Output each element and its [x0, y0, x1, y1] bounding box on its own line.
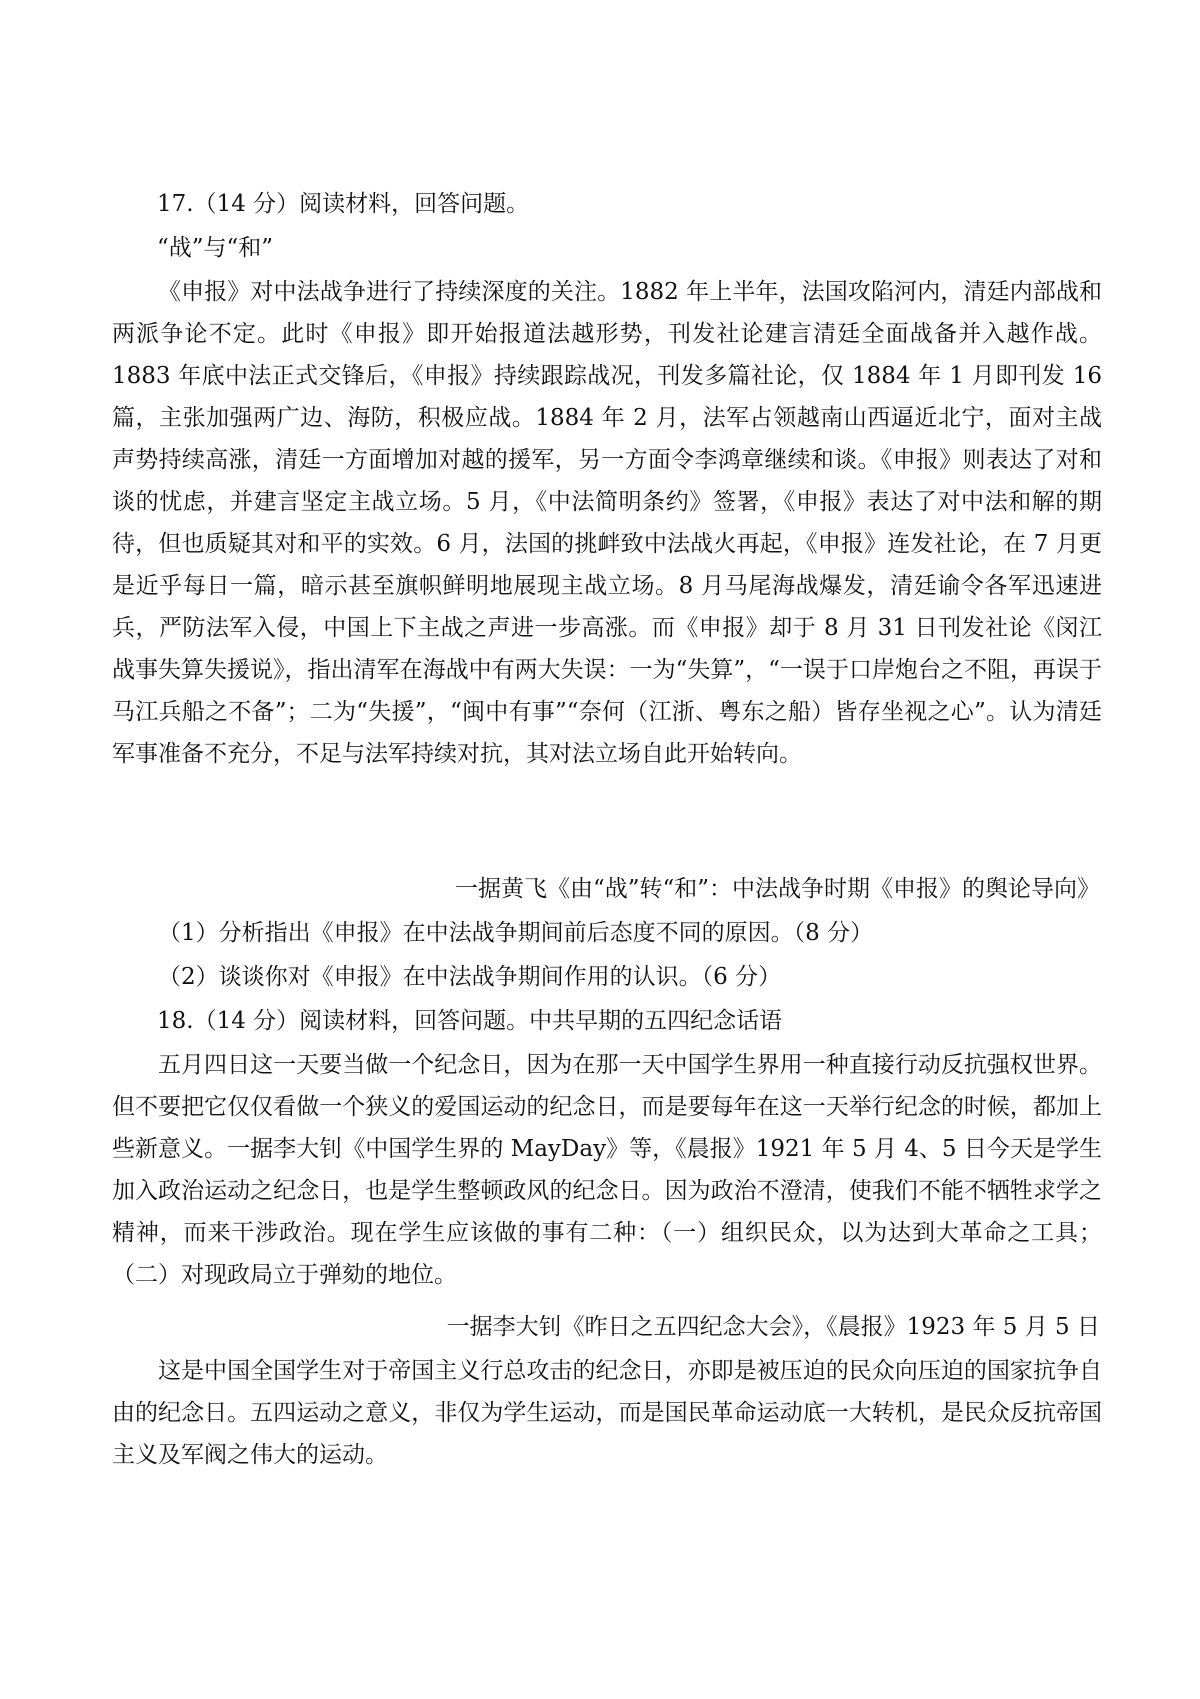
question-18-source-1: 一据李大钊《昨日之五四纪念大会》，《晨报》1923 年 5 月 5 日 [446, 1314, 1100, 1340]
question-17-sub-1: （1）分析指出《申报》在中法战争期间前后态度不同的原因。（8 分） [158, 920, 874, 946]
question-17-material [112, 271, 1102, 775]
material-paragraph: 这是中国全国学生对于帝国主义行总攻击的纪念日，亦即是被压迫的民众向压迫的国家抗争自由的纪念日。五四运动之意义，非仅为学生运动，而是国民革命运动底一大转机，是民众反抗帝国主义及军阀之伟大的运动。 [112, 1358, 1102, 1468]
question-17-sub-2: （2）谈谈你对《申报》在中法战争期间作用的认识。（6 分） [158, 964, 782, 990]
question-18-material-2 [112, 1350, 1102, 1476]
question-18-material-1 [112, 1044, 1102, 1296]
question-17-subtitle: “战”与“和” [157, 235, 274, 261]
question-17-heading: 17.（14 分）阅读材料，回答问题。 [157, 191, 530, 217]
question-17-source: 一据黄飞《由“战”转“和”：中法战争时期《申报》的舆论导向》 [454, 876, 1100, 902]
material-paragraph: 《申报》对中法战争进行了持续深度的关注。1882 年上半年，法国攻陷河内，清廷内部战和两派争论不定。此时《申报》即开始报道法越形势，刊发社论建言清廷全面战备并入越作战。1883 年底中法正式交锋后，《申报》持续跟踪战况，刊发多篇社论，仅 1884 年 1 月即刊发 16 篇，主张加强两广边、海防，积极应战。1884 年 2 月，法军占领越南山西逼近北宁，面对主战声势持续高涨，清廷一方面增加对越的援军，另一方面令李鸿章继续和谈。《申报》则表达了对和谈的忧虑，并建言坚定主战立场。5 月，《中法简明条约》签署，《申报》表达了对中法和解的期待，但也质疑其对和平的实效。6 月，法国的挑衅致中法战火再起，《申报》连发社论，在 7 月更是近乎每日一篇，暗示甚至旗帜鲜明地展现主战立场。8 月马尾海战爆发，清廷谕令各军迅速进兵，严防法军入侵，中国上下主战之声进一步高涨。而《申报》却于 8 月 31 日刊发社论《闵江战事失算失援说》，指出清军在海战中有两大失误：一为“失算”，“一误于口岸炮台之不阻，再误于马江兵船之不备”；二为“失援”，“闽中有事”“奈何（江浙、粤东之船）皆存坐视之心”。认为清廷军事准备不充分，不足与法军持续对抗，其对法立场自此开始转向。 [112, 279, 1102, 767]
question-18-heading: 18.（14 分）阅读材料，回答问题。中共早期的五四纪念话语 [157, 1008, 783, 1034]
material-paragraph: 五月四日这一天要当做一个纪念日，因为在那一天中国学生界用一种直接行动反抗强权世界。但不要把它仅仅看做一个狭义的爱国运动的纪念日，而是要每年在这一天举行纪念的时候，都加上些新意义。一据李大钊《中国学生界的 MayDay》等，《晨报》1921 年 5 月 4、5 日今天是学生加入政治运动之纪念日，也是学生整顿政风的纪念日。因为政治不澄清，使我们不能不牺牲求学之精神，而来干涉政治。现在学生应该做的事有二种：（一）组织民众，以为达到大革命之工具；（二）对现政局立于弹劾的地位。 [112, 1052, 1102, 1288]
